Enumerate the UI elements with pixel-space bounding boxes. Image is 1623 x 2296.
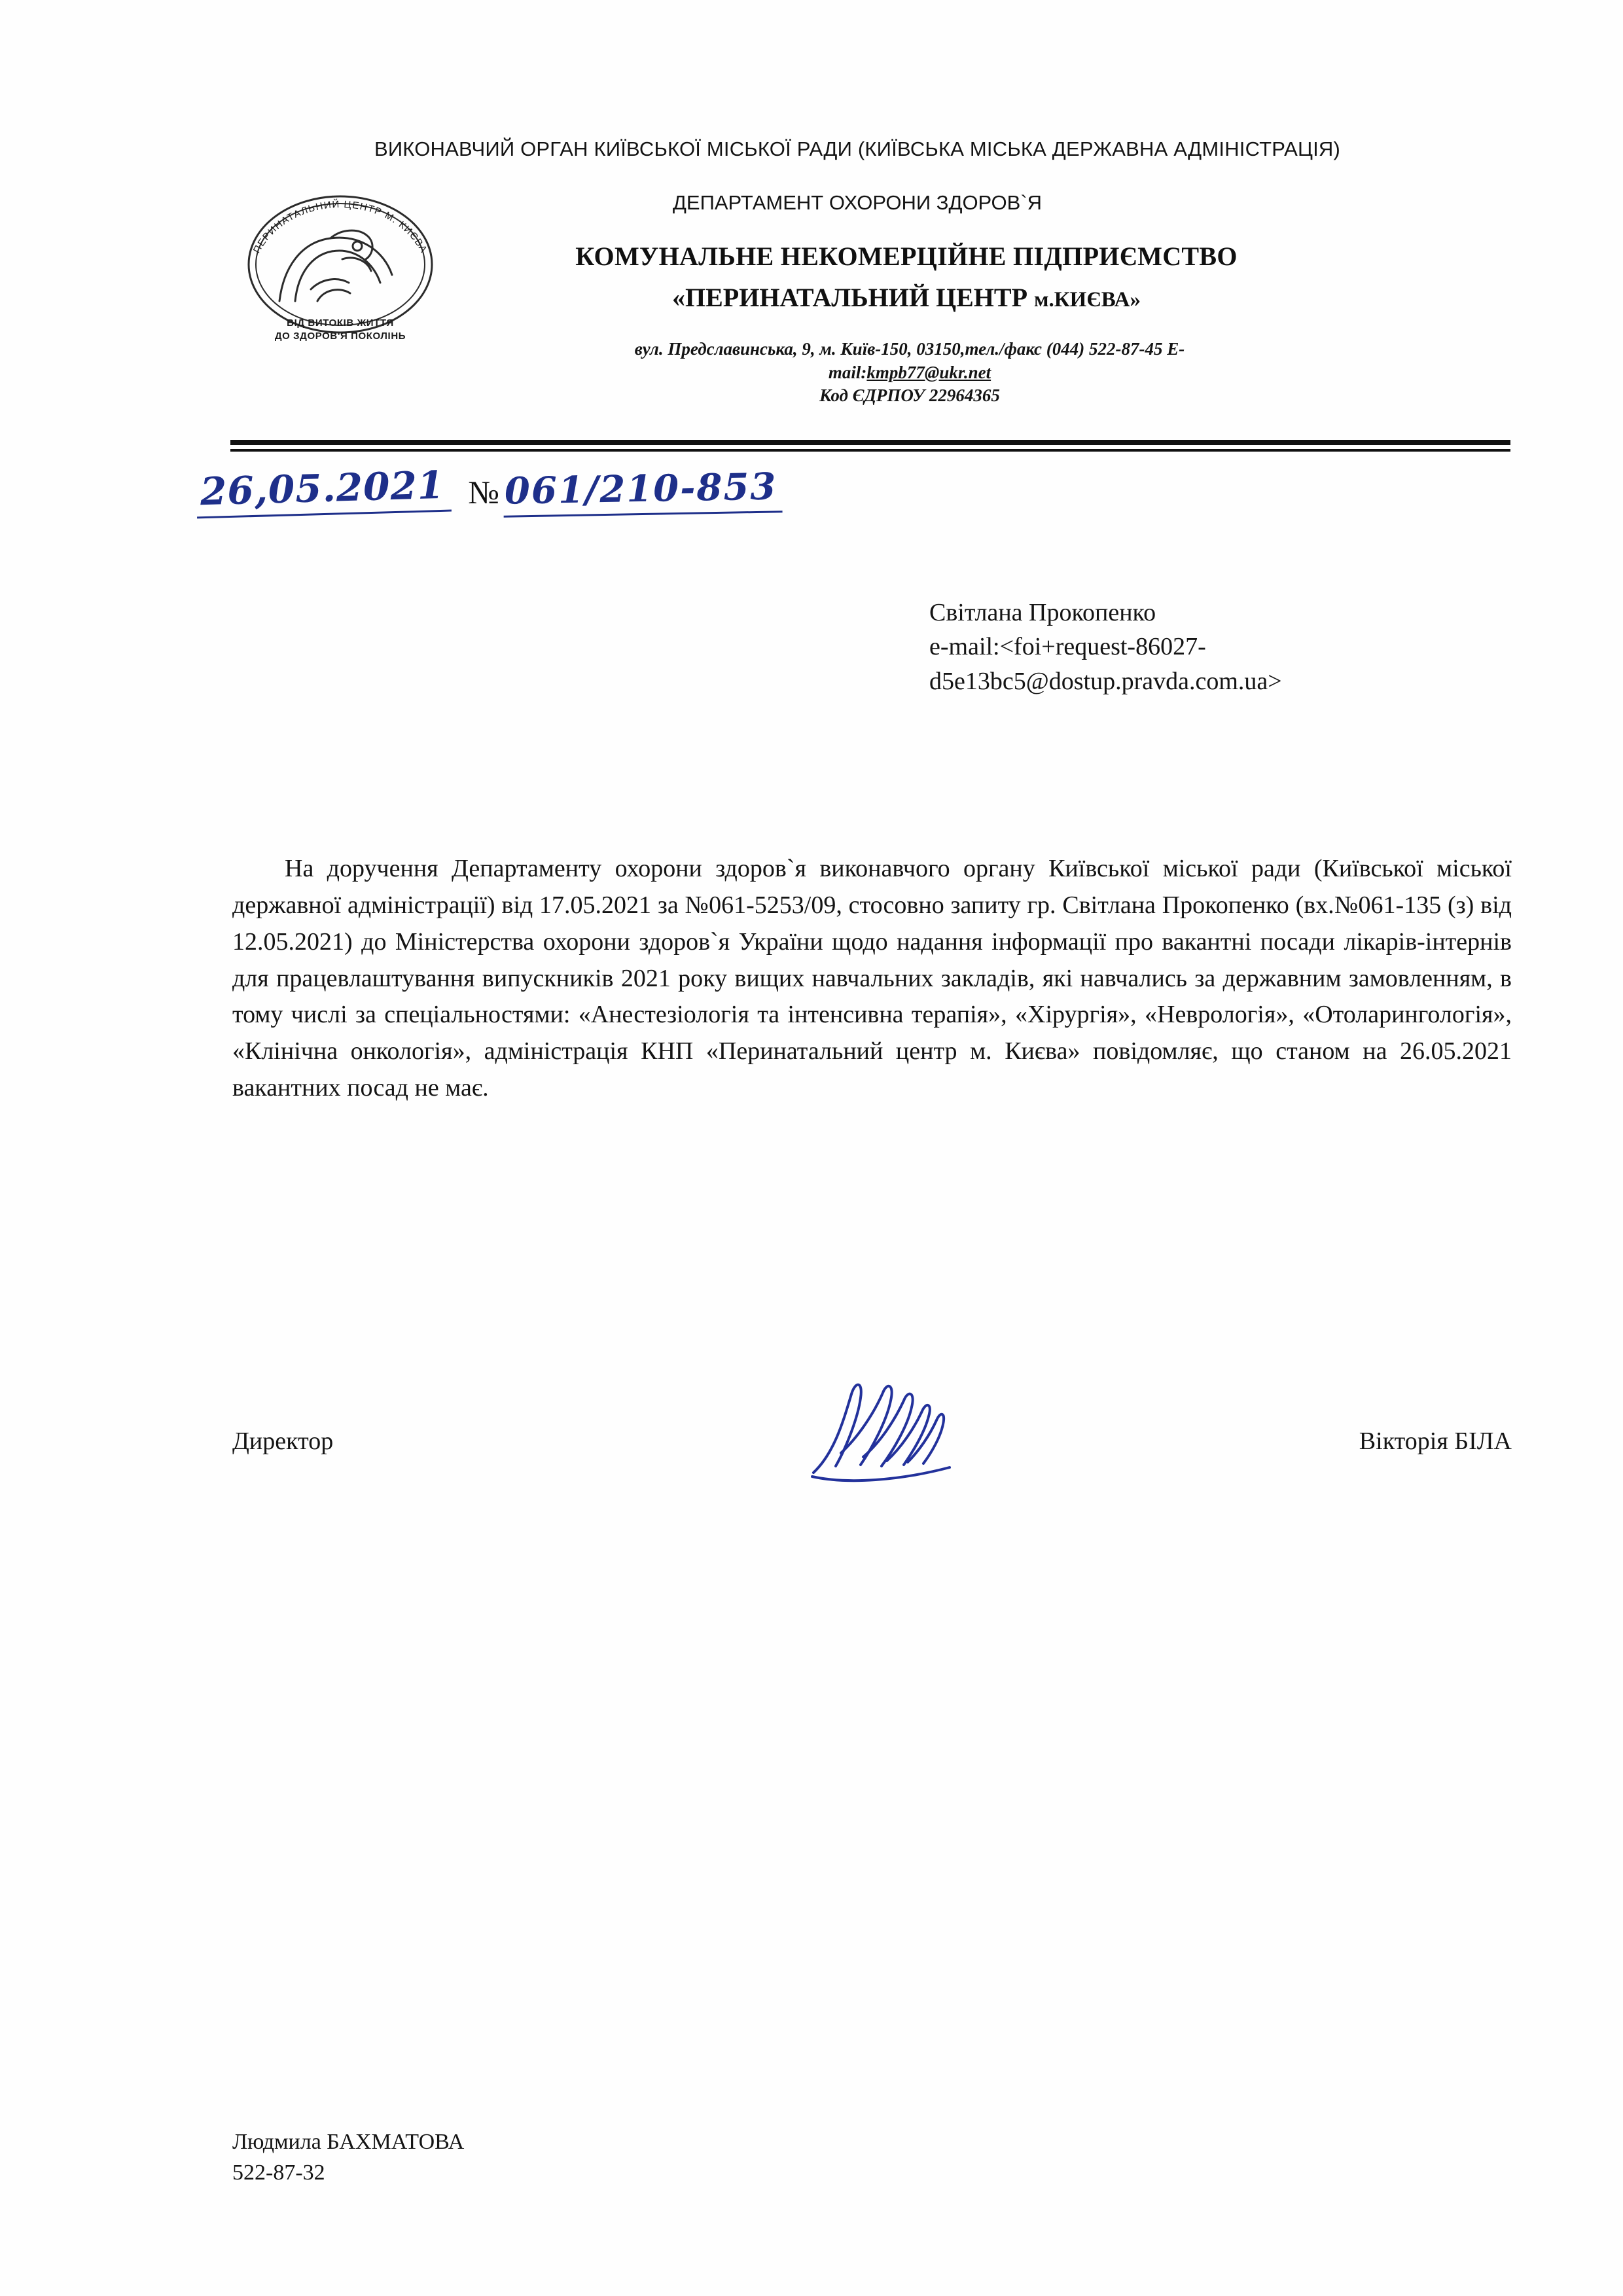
footer-contact-person: Людмила БАХМАТОВА	[232, 2130, 465, 2154]
organization-name-line1: КОМУНАЛЬНЕ НЕКОМЕРЦІЙНЕ ПІДПРИЄМСТВО	[575, 242, 1238, 271]
org-email-link[interactable]: kmpb77@ukr.net	[866, 362, 991, 382]
addressee-email-line-2: d5e13bc5@dostup.pravda.com.ua>	[929, 667, 1282, 695]
document-footer	[232, 2127, 464, 2189]
addressee-email-line-1: e-mail:<foi+request-86027-	[929, 633, 1206, 661]
signer-position: Директор	[232, 1427, 334, 1455]
edrpou-line: Код ЄДРПОУ 22964365	[819, 386, 1000, 406]
organization-name-line2-city: м.КИЄВА»	[1034, 288, 1141, 312]
registration-number: 061/210-853	[503, 465, 783, 517]
divider-thin-line	[230, 449, 1510, 452]
registration-line	[196, 462, 782, 515]
address-line-1: вул. Предславинська, 9, м. Київ-150, 03150,тел./факс (044) 522-87-45 E-	[634, 339, 1185, 359]
footer-contact-phone: 522-87-32	[232, 2160, 325, 2185]
registration-date: 26,05.2021	[196, 463, 452, 519]
signature-block	[232, 1414, 1512, 1492]
divider-thick-line	[230, 440, 1510, 445]
svg-text:ДО ЗДОРОВ'Я ПОКОЛІНЬ: ДО ЗДОРОВ'Я ПОКОЛІНЬ	[274, 331, 406, 342]
number-symbol: №	[468, 474, 499, 511]
email-label: mail:	[828, 362, 867, 382]
organization-logo	[232, 191, 448, 355]
handwritten-signature	[795, 1374, 1011, 1499]
organization-name-line2-main: «ПЕРИНАТАЛЬНИЙ ЦЕНТР	[672, 283, 1035, 312]
address-line-2	[327, 361, 1492, 385]
header-divider	[230, 440, 1510, 452]
svg-text:ПЕРИНАТАЛЬНИЙ ЦЕНТР М. КИЄВА: ПЕРИНАТАЛЬНИЙ ЦЕНТР М. КИЄВА	[251, 198, 430, 255]
svg-text:ВІД ВИТОКІВ ЖИТТЯ: ВІД ВИТОКІВ ЖИТТЯ	[287, 317, 394, 329]
addressee-name: Світлана Прокопенко	[929, 599, 1156, 626]
addressee-block	[929, 596, 1584, 698]
authority-line: ВИКОНАВЧИЙ ОРГАН КИЇВСЬКОЇ МІСЬКОЇ РАДИ (КИЇВСЬКА МІСЬКА ДЕРЖАВНА АДМІНІСТРАЦІЯ)	[374, 137, 1341, 160]
organization-name-line2	[321, 282, 1492, 313]
letter-body-paragraph: На доручення Департаменту охорони здоров`я виконавчого органу Київської міської ради (Київської міської державної адміністрації) від 17.05.2021 за №061-5253/09, стосовно запиту гр. Світлана Прокопенко (вх.№061-135 (з) від 12.05.2021) до Міністерства охорони здоров`я України щодо надання інформації про вакантні посади лікарів-інтернів для працевлаштування випускників 2021 року вищих навчальних закладів, які навчались за державним замовленням, в тому числі за спеціальностями: «Анестезіологія та інтенсивна терапія», «Хірургія», «Неврологія», «Отоларингологія», «Клінічна онкологія», адміністрація КНП «Перинатальний центр м. Києва» повідомляє, що станом на 26.05.2021 вакантних посад не має.	[232, 855, 1512, 1102]
signer-name: Вікторія БІЛА	[1359, 1427, 1512, 1455]
department-line: ДЕПАРТАМЕНТ ОХОРОНИ ЗДОРОВ`Я	[672, 191, 1043, 214]
